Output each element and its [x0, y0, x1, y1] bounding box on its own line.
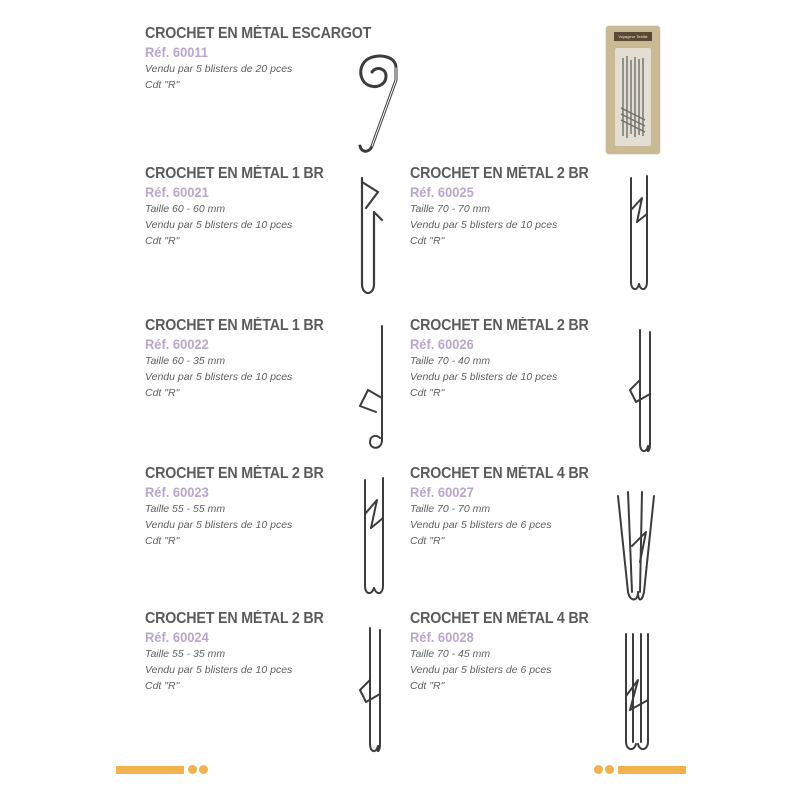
escargot-hook-icon: [350, 50, 410, 155]
product-size: Taille 60 - 35 mm: [145, 355, 226, 367]
four-prong-hook-icon: [612, 488, 662, 608]
product-reference: Réf. 60011: [145, 44, 209, 60]
product-title: CROCHET EN MÉTAL 2 BR: [145, 465, 324, 482]
product-size: Taille 55 - 55 mm: [145, 503, 226, 515]
four-prong-hook-icon: [616, 630, 662, 755]
two-prong-hook-icon: [355, 474, 395, 599]
one-prong-hook-icon: [348, 172, 388, 302]
product-conditioning: Cdt "R": [145, 387, 180, 399]
product-conditioning: Cdt "R": [410, 680, 445, 692]
product-packaging: Vendu par 5 blisters de 6 pces: [410, 664, 552, 676]
product-60011: [145, 25, 385, 93]
product-title: CROCHET EN MÉTAL 1 BR: [145, 317, 324, 334]
footer-dot: [188, 765, 197, 774]
product-packaging: Vendu par 5 blisters de 20 pces: [145, 63, 293, 75]
product-size: Taille 70 - 40 mm: [410, 355, 491, 367]
product-title: CROCHET EN MÉTAL 2 BR: [410, 317, 589, 334]
product-packaging: Vendu par 5 blisters de 10 pces: [145, 519, 293, 531]
two-prong-hook-icon: [352, 624, 392, 756]
two-prong-hook-icon: [620, 172, 660, 297]
product-reference: Réf. 60023: [145, 484, 209, 500]
footer-dot: [605, 765, 614, 774]
product-conditioning: Cdt "R": [410, 535, 445, 547]
product-title: CROCHET EN MÉTAL 1 BR: [145, 165, 324, 182]
blister-package-icon: [606, 26, 660, 154]
product-size: Taille 70 - 45 mm: [410, 648, 491, 660]
product-reference: Réf. 60025: [410, 184, 474, 200]
product-size: Taille 60 - 60 mm: [145, 203, 226, 215]
product-size: Taille 70 - 70 mm: [410, 203, 491, 215]
product-60026: [410, 317, 650, 401]
product-conditioning: Cdt "R": [145, 235, 180, 247]
product-60023: [145, 465, 385, 549]
product-title: CROCHET EN MÉTAL 4 BR: [410, 465, 589, 482]
product-conditioning: Cdt "R": [145, 79, 180, 91]
product-packaging: Vendu par 5 blisters de 10 pces: [410, 219, 558, 231]
product-conditioning: Cdt "R": [145, 535, 180, 547]
product-reference: Réf. 60028: [410, 629, 474, 645]
product-60028: [410, 610, 650, 694]
product-60025: [410, 165, 650, 249]
product-conditioning: Cdt "R": [410, 235, 445, 247]
product-size: Taille 70 - 70 mm: [410, 503, 491, 515]
product-packaging: Vendu par 5 blisters de 6 pces: [410, 519, 552, 531]
one-prong-hook-icon: [350, 322, 390, 454]
package-brand-label: Voyageur Textile: [614, 32, 652, 41]
product-60022: [145, 317, 385, 401]
product-reference: Réf. 60024: [145, 629, 209, 645]
product-conditioning: Cdt "R": [410, 387, 445, 399]
product-size: Taille 55 - 35 mm: [145, 648, 226, 660]
footer-dot: [199, 765, 208, 774]
footer-bar: [116, 766, 184, 774]
product-packaging: Vendu par 5 blisters de 10 pces: [145, 371, 293, 383]
footer-dot: [594, 765, 603, 774]
product-reference: Réf. 60021: [145, 184, 209, 200]
product-60024: [145, 610, 385, 694]
package-window: [615, 48, 651, 146]
product-packaging: Vendu par 5 blisters de 10 pces: [145, 664, 293, 676]
product-title: CROCHET EN MÉTAL ESCARGOT: [145, 25, 372, 42]
product-packaging: Vendu par 5 blisters de 10 pces: [410, 371, 558, 383]
product-packaging: Vendu par 5 blisters de 10 pces: [145, 219, 293, 231]
two-prong-hook-icon: [622, 326, 662, 458]
product-conditioning: Cdt "R": [145, 680, 180, 692]
product-title: CROCHET EN MÉTAL 2 BR: [145, 610, 324, 627]
footer-bar: [618, 766, 686, 774]
product-reference: Réf. 60026: [410, 336, 474, 352]
product-title: CROCHET EN MÉTAL 2 BR: [410, 165, 589, 182]
product-reference: Réf. 60027: [410, 484, 474, 500]
product-reference: Réf. 60022: [145, 336, 209, 352]
product-title: CROCHET EN MÉTAL 4 BR: [410, 610, 589, 627]
